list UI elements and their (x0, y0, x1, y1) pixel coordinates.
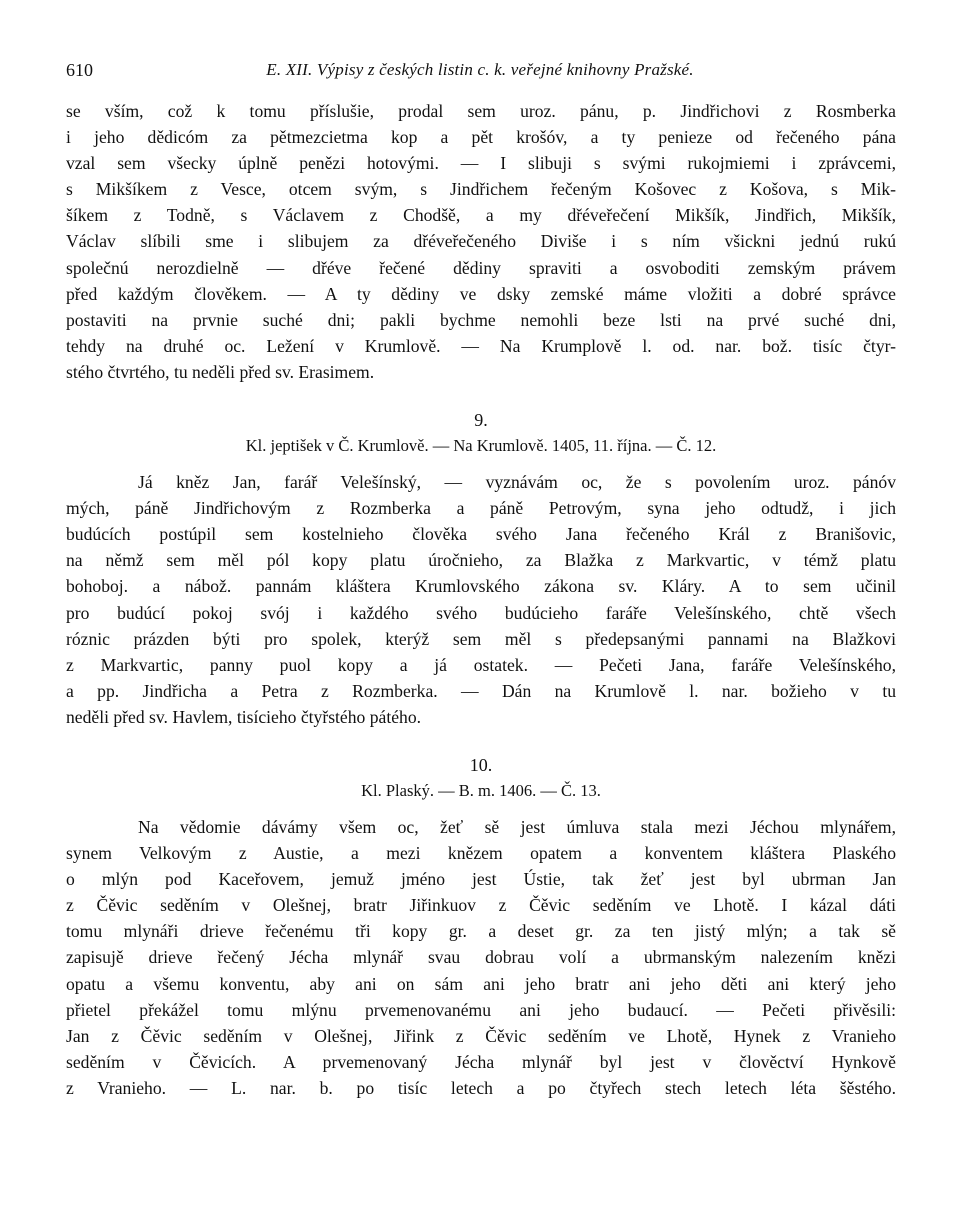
text-line: Na vědomie dávámy všem oc, žeť sě jest úmluva stala mezi Jéchou mlynářem, (138, 816, 896, 837)
continued-text (66, 98, 896, 385)
text-line: synem Velkovým z Austie, a mezi knězem opatem a konventem kláštera Plaského (66, 843, 896, 864)
page-number: 610 (66, 60, 93, 80)
text-line: i jeho dědicóm za pětmezcietma kop a pět krošóv, a ty penieze od řečeného pána (66, 127, 896, 148)
text-line: bohoboj. a nábož. pannám kláštera Krumlovského zákona sv. Kláry. A to sem učinil (66, 576, 896, 597)
text-line: a pp. Jindřicha a Petra z Rozmberka. — Dán na Krumlově l. nar. božieho v tu (66, 680, 896, 701)
section-number: 10. (469, 754, 493, 775)
text-line: z Čěvic seděním v Olešnej, bratr Jiřinkuov z Čěvic seděním ve Lhotě. I kázal dáti (66, 895, 896, 916)
text-line: budúcích postúpil sem kostelnieho člověka svého Jana řečeného Král z Branišovic, (66, 524, 896, 545)
source-note: Kl. Plaský. — B. m. 1406. — Č. 13. (361, 780, 601, 800)
text-line: tehdy na druhé oc. Ležení v Krumlově. — Na Krumplově l. od. nar. bož. tisíc čtyr- (66, 335, 896, 356)
source-note: Kl. jeptišek v Č. Krumlově. — Na Krumlově. 1405, 11. října. — Č. 12. (245, 436, 717, 456)
text-line: stého čtvrtého, tu neděli před sv. Erasimem. (66, 361, 375, 382)
running-head: E. XII. Výpisy z českých listin c. k. veřejné knihovny Pražské. (266, 60, 694, 79)
page-header (66, 60, 894, 84)
text-line: vzal sem všecky úplně penězi hotovými. — I slibuji s svými rukojmiemi i zprávcemi, (66, 153, 896, 174)
section-10 (66, 752, 896, 1101)
text-line: postaviti na prvnie suché dni; pakli bychme nemohli beze lsti na prvé suché dni, (66, 309, 896, 330)
text-line: z Markvartic, panny puol kopy a já ostatek. — Pečeti Jana, faráře Velešínského, (66, 654, 896, 675)
text-line: Jan z Čěvic seděním v Olešnej, Jiřink z Čěvic seděním ve Lhotě, Hynek z Vranieho (66, 1025, 896, 1046)
page-body (66, 98, 896, 1101)
text-line: seděním v Čěvicích. A prvemenovaný Jécha mlynář byl jest v člověctví Hynkově (66, 1051, 896, 1072)
text-line: Já kněz Jan, farář Velešínský, — vyznávám oc, že s povolením uroz. pánóv (138, 472, 896, 493)
text-line: opatu a všemu konventu, aby ani on sám ani jeho bratr ani jeho děti ani který jeho (66, 973, 896, 994)
section-number: 9. (474, 410, 488, 431)
text-line: zapisujě drieve řečený Jécha mlynář svau dobrau volí a ubrmanským nalezením knězi (66, 947, 896, 968)
text-line: o mlýn pod Kaceřovem, jemuž jméno jest Ústie, tak žeť jest byl ubrman Jan (66, 869, 896, 890)
text-line: s Mikšíkem z Vesce, otcem svým, s Jindřichem řečeným Košovec z Košova, s Mik- (66, 179, 896, 200)
text-line: Václav slíbili sme i slibujem za dřéveřečeného Diviše i s ním všickni jednú rukú (66, 231, 896, 252)
text-line: tomu mlynáři drieve řečenému tři kopy gr. a deset gr. za ten jistý mlýn; a tak sě (66, 921, 896, 942)
text-line: přietel překážel tomu mlýnu prvemenovanému ani jeho budaucí. — Pečeti přivěsili: (66, 999, 896, 1020)
text-line: mých, páně Jindřichovým z Rozmberka a páně Petrovým, syna jeho odtudž, i jich (66, 498, 896, 519)
text-line: pro budúcí pokoj svój i každého svého budúcieho faráře Velešínského, chtě všech (66, 602, 896, 623)
text-line: na němž sem měl pól kopy platu úročnieho, za Blažka z Markvartic, v témž platu (66, 550, 896, 571)
text-line: neděli před sv. Havlem, tisícieho čtyřstého pátého. (66, 706, 422, 727)
text-line: se vším, což k tomu příslušie, prodal sem uroz. pánu, p. Jindřichovi z Rosmberka (66, 101, 896, 121)
text-line: společnú nerozdielně — dřéve řečené dědiny spraviti a osvoboditi zemským právem (66, 257, 896, 278)
text-line: z Vranieho. — L. nar. b. po tisíc letech a po čtyřech stech letech léta šěstého. (66, 1077, 896, 1098)
text-line: šíkem z Todně, s Václavem z Chodšě, a my dřéveřečení Mikšík, Jindřich, Mikšík, (66, 205, 896, 226)
section-9 (66, 407, 896, 730)
text-line: před každým člověkem. — A ty dědiny ve dsky zemské máme vložiti a dobré správce (66, 283, 896, 304)
text-line: róznic prázden býti pro spolek, kterýž sem měl s předepsanými pannami na Blažkovi (66, 628, 896, 649)
